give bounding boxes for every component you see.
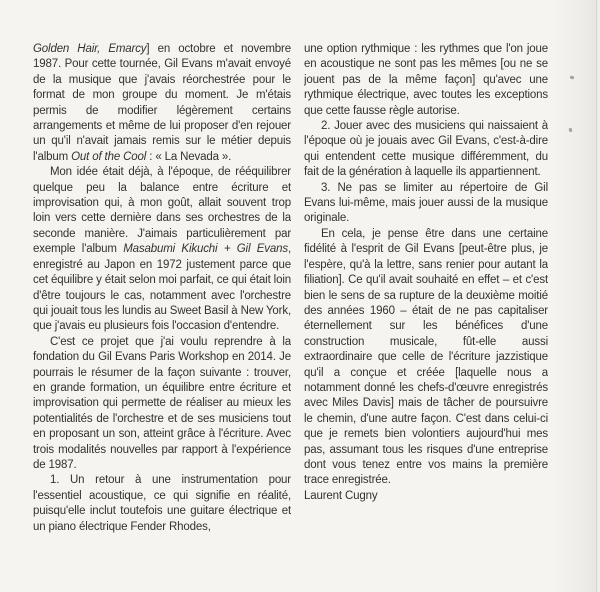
- paragraph: [33, 42, 291, 165]
- paragraph: [304, 42, 548, 119]
- text-run: Mon idée était déjà, à l'époque, de rééquilibrer quelque peu la balance entre écriture et improvisation qui, à mon goût, allait souvent trop loin vers cette dernière dans ses orchestres de la seconde manière. J'aimais particulièrement par exemple l'album: [33, 166, 291, 256]
- page-edge-shadow: [554, 0, 600, 592]
- text-run: , enregistré au Japon en 1972 justement parce que cet équilibre y était selon moi parfait, ce qui était loin d'être toujours le cas, notamment avec l'orchestre qui jouait tous les lundis au Sweet Basil à New York, que j'avais eu plusieurs fois l'occasion d'entendre.: [33, 243, 291, 333]
- text-run: une option rythmique : les rythmes que l'on joue en acoustique ne sont pas les mêmes [ou ne se jouent pas de la même façon] qu'avec une rythmique électrique, avec toutes les exceptions que cette fausse règle autorise.: [304, 43, 548, 117]
- italic-text-run: Golden Hair, Emarcy: [33, 43, 147, 55]
- paragraph: [33, 335, 291, 474]
- paragraph: [33, 473, 291, 535]
- scan-speck: [569, 128, 573, 133]
- paragraph: [304, 227, 548, 489]
- paragraph: [304, 119, 548, 181]
- text-run: ] en octobre et novembre 1987. Pour cette tournée, Gil Evans m'avait envoyé de la musique que j'avais réorchestrée pour le format de mon groupe du moment. Je m'étais permis de modifier légèrement certains arrangements et même de lui proposer d'en rejouer un qu'il n'avait jamais remis sur le métier depuis l'album: [33, 43, 291, 163]
- paragraph: [33, 165, 291, 334]
- text-run: 1. Un retour à une instrumentation pour l'essentiel acoustique, ce qui signifie en réalité, puisqu'elle inclut toutefois une guitare électrique et un piano électrique Fender Rhodes,: [33, 474, 291, 533]
- text-run: En cela, je pense être dans une certaine fidélité à l'esprit de Gil Evans [peut-être plus, je l'espère, qu'à la lettre, sans renier pour autant la filiation]. Ce qu'il avait souhaité en effet – et c'est bien le sens de sa rupture de la deuxième moitié des années 1960 – était de ne pas capitaliser éternellement sur les bénéfices d'une construction musicale, fût-elle aussi extraordinaire que celle de l'écriture jazzistique qu'il a conçue et créée [laquelle nous a notamment donné les chefs-d'œuvre enregistrés avec Miles Davis] mais de tâcher de poursuivre le chemin, d'une autre façon. C'est dans celui-ci que je remets bien volontiers aujourd'hui mes pas, assumant tous les risques d'une entreprise dont vous tenez entre vos mains la première trace enregistrée.: [304, 227, 548, 487]
- page-edge-line: [596, 0, 597, 592]
- italic-text-run: Masabumi Kikuchi + Gil Evans: [123, 243, 288, 256]
- text-run: C'est ce projet que j'ai voulu reprendre à la fondation du Gil Evans Paris Workshop en 2014. Je pourrais le résumer de la façon suivante : trouver, en grande formation, un équilibre entre écriture et improvisation qui permette de réaliser au mieux les potentialités de l'orchestre et de ses musiciens tout en proposant un son, atteint grâce à l'écriture. Avec trois modalités nouvelles par rapport à l'expérience de 1987.: [33, 335, 291, 471]
- text-run: 3. Ne pas se limiter au répertoire de Gil Evans lui-même, mais jouer aussi de la musique originale.: [304, 181, 548, 225]
- scan-speck: [570, 75, 575, 79]
- italic-text-run: Out of the Cool: [71, 150, 147, 163]
- text-column-right: [304, 42, 548, 578]
- text-run: 2. Jouer avec des musiciens qui naissaient à l'époque où je jouais avec Gil Evans, c'est-à-dire qui entendent cette musique différemment, du fait de la génération à laquelle ils appartiennent.: [304, 120, 548, 179]
- paragraph: [304, 181, 548, 227]
- text-run: : « La Nevada ».: [146, 150, 232, 163]
- text-run: Laurent Cugny: [304, 489, 378, 502]
- signature: [304, 489, 548, 504]
- text-column-left: [33, 42, 291, 578]
